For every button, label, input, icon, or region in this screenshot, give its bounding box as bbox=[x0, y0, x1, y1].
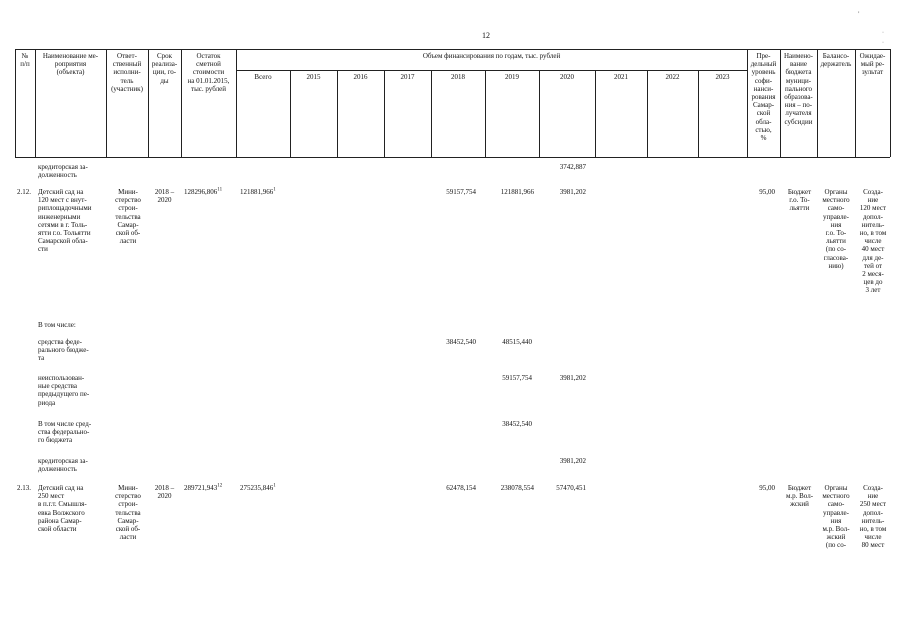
header-year-2016: 2016 bbox=[353, 73, 368, 81]
value-2018: 38452,540 bbox=[446, 338, 476, 346]
row-name: Детский сад на 250 мест в п.г.т. Смышля- евка Волжского района Самар- ской области bbox=[38, 484, 87, 534]
value-2019: 48515,440 bbox=[502, 338, 532, 346]
row-number: 2.13. bbox=[17, 484, 31, 492]
header-holder: Балансо- держатель bbox=[820, 52, 852, 69]
col-divider bbox=[890, 49, 891, 157]
scan-speck: · bbox=[882, 40, 884, 46]
row-period: 2018 – 2020 bbox=[154, 188, 175, 205]
col-divider bbox=[290, 70, 291, 157]
row-budget: Бюджет м.р. Вол- жский bbox=[785, 484, 814, 509]
header-year-2021: 2021 bbox=[614, 73, 628, 81]
row-budget: Бюджет г.о. То- льятти bbox=[787, 188, 812, 213]
row-number: 2.12. bbox=[17, 188, 31, 196]
value-2019: 59157,754 bbox=[502, 374, 532, 382]
header-cofinancing: Пре- дельный уровень софи- нанси- рования Самар- ской обла- стью, % bbox=[750, 52, 777, 143]
row-name: Детский сад на 120 мест с внут- риплощадочными инженерными сетями в г. Толь- ятти г.о. Тольятти Самарской обла- сти bbox=[38, 188, 92, 254]
header-result: Ожидае- мый ре- зультат bbox=[859, 52, 886, 77]
header-num: № п/п bbox=[20, 52, 30, 69]
header-year-2019: 2019 bbox=[505, 73, 519, 81]
scan-speck: , bbox=[858, 8, 860, 14]
row-holder: Органы местного само- управле- ния м.р. Вол- жский (по со- bbox=[822, 484, 850, 550]
col-divider bbox=[698, 70, 699, 157]
value-2020: 3981,202 bbox=[559, 374, 586, 382]
row-name: средства феде- рального бюдже- та bbox=[38, 338, 89, 363]
scan-speck: · bbox=[882, 30, 884, 36]
row-residual: 128296,806$^{11}$ bbox=[184, 187, 223, 196]
row-result: Созда- ние 250 мест допол- нитель- но, в том числе 80 мест bbox=[859, 484, 887, 550]
row-name: В том числе сред- ства федерально- го бюджета bbox=[38, 420, 92, 445]
header-year-total: Всего bbox=[254, 73, 272, 81]
header-year-2022: 2022 bbox=[665, 73, 680, 81]
value-2019: 38452,540 bbox=[502, 420, 532, 428]
row-residual: 289721,943$^{12}$ bbox=[184, 483, 223, 492]
row-cofinancing: 95,00 bbox=[759, 188, 775, 196]
header-year-2020: 2020 bbox=[560, 73, 574, 81]
value-2018: 62478,154 bbox=[446, 484, 476, 492]
row-name: неиспользован- ные средства предыдущего пе- риода bbox=[38, 374, 90, 407]
col-divider bbox=[431, 70, 432, 157]
page-number: 12 bbox=[482, 31, 490, 40]
row-cofinancing: 95,00 bbox=[759, 484, 775, 492]
value-total: 121881,966$^1$ bbox=[240, 187, 276, 196]
row-result: Созда- ние 120 мест допол- нитель- но, в том числе 40 мест для де- тей от 2 меся- цев до 3 лет bbox=[859, 188, 887, 295]
value-2020: 3981,202 bbox=[559, 188, 586, 196]
col-divider bbox=[595, 70, 596, 157]
row-executor: Мини- стерство строи- тельства Самар- ской об- ласти bbox=[115, 188, 141, 246]
value-2018: 59157,754 bbox=[446, 188, 476, 196]
header-year-2017: 2017 bbox=[400, 73, 415, 81]
header-year-2018: 2018 bbox=[451, 73, 465, 81]
value-2019: 121881,966 bbox=[500, 188, 534, 196]
table-top-border bbox=[15, 49, 890, 50]
header-year-2023: 2023 bbox=[715, 73, 730, 81]
header-bottom-border bbox=[15, 157, 890, 158]
value-2019: 238078,554 bbox=[500, 484, 534, 492]
row-holder: Органы местного само- управле- ния г.о. То- льятти (по со- гласова- нию) bbox=[822, 188, 850, 270]
row-period: 2018 – 2020 bbox=[154, 484, 175, 501]
value-2020: 3742,887 bbox=[559, 163, 586, 171]
col-divider bbox=[236, 49, 237, 157]
header-year-2015: 2015 bbox=[306, 73, 321, 81]
col-divider bbox=[337, 70, 338, 157]
col-divider bbox=[539, 70, 540, 157]
col-divider bbox=[384, 70, 385, 157]
header-name: Наименование ме- роприятия (объекта) bbox=[42, 52, 99, 77]
row-name: В том числе: bbox=[38, 321, 76, 329]
row-name: кредиторская за- долженность bbox=[38, 163, 88, 180]
value-2020: 3981,202 bbox=[559, 457, 586, 465]
value-total: 275235,846$^1$ bbox=[240, 483, 276, 492]
col-divider bbox=[647, 70, 648, 157]
header-period: Срок реализа- ции, го- ды bbox=[151, 52, 178, 85]
row-name: кредиторская за- долженность bbox=[38, 457, 88, 474]
value-2020: 57470,451 bbox=[556, 484, 586, 492]
header-budget: Наимено- вание бюджета муници- пального образова- ния – по- лучателя субсидии bbox=[783, 52, 814, 126]
header-funding-title: Объем финансирования по годам, тыс. рублей bbox=[422, 52, 561, 60]
years-header-divider bbox=[236, 70, 747, 71]
col-divider bbox=[485, 70, 486, 157]
header-executor: Ответ- ственный исполни- тель (участник) bbox=[111, 52, 143, 93]
row-executor: Мини- стерство строи- тельства Самар- ской об- ласти bbox=[115, 484, 141, 542]
header-residual: Остаток сметной стоимости на 01.01.2015, тыс. рублей bbox=[187, 52, 230, 93]
